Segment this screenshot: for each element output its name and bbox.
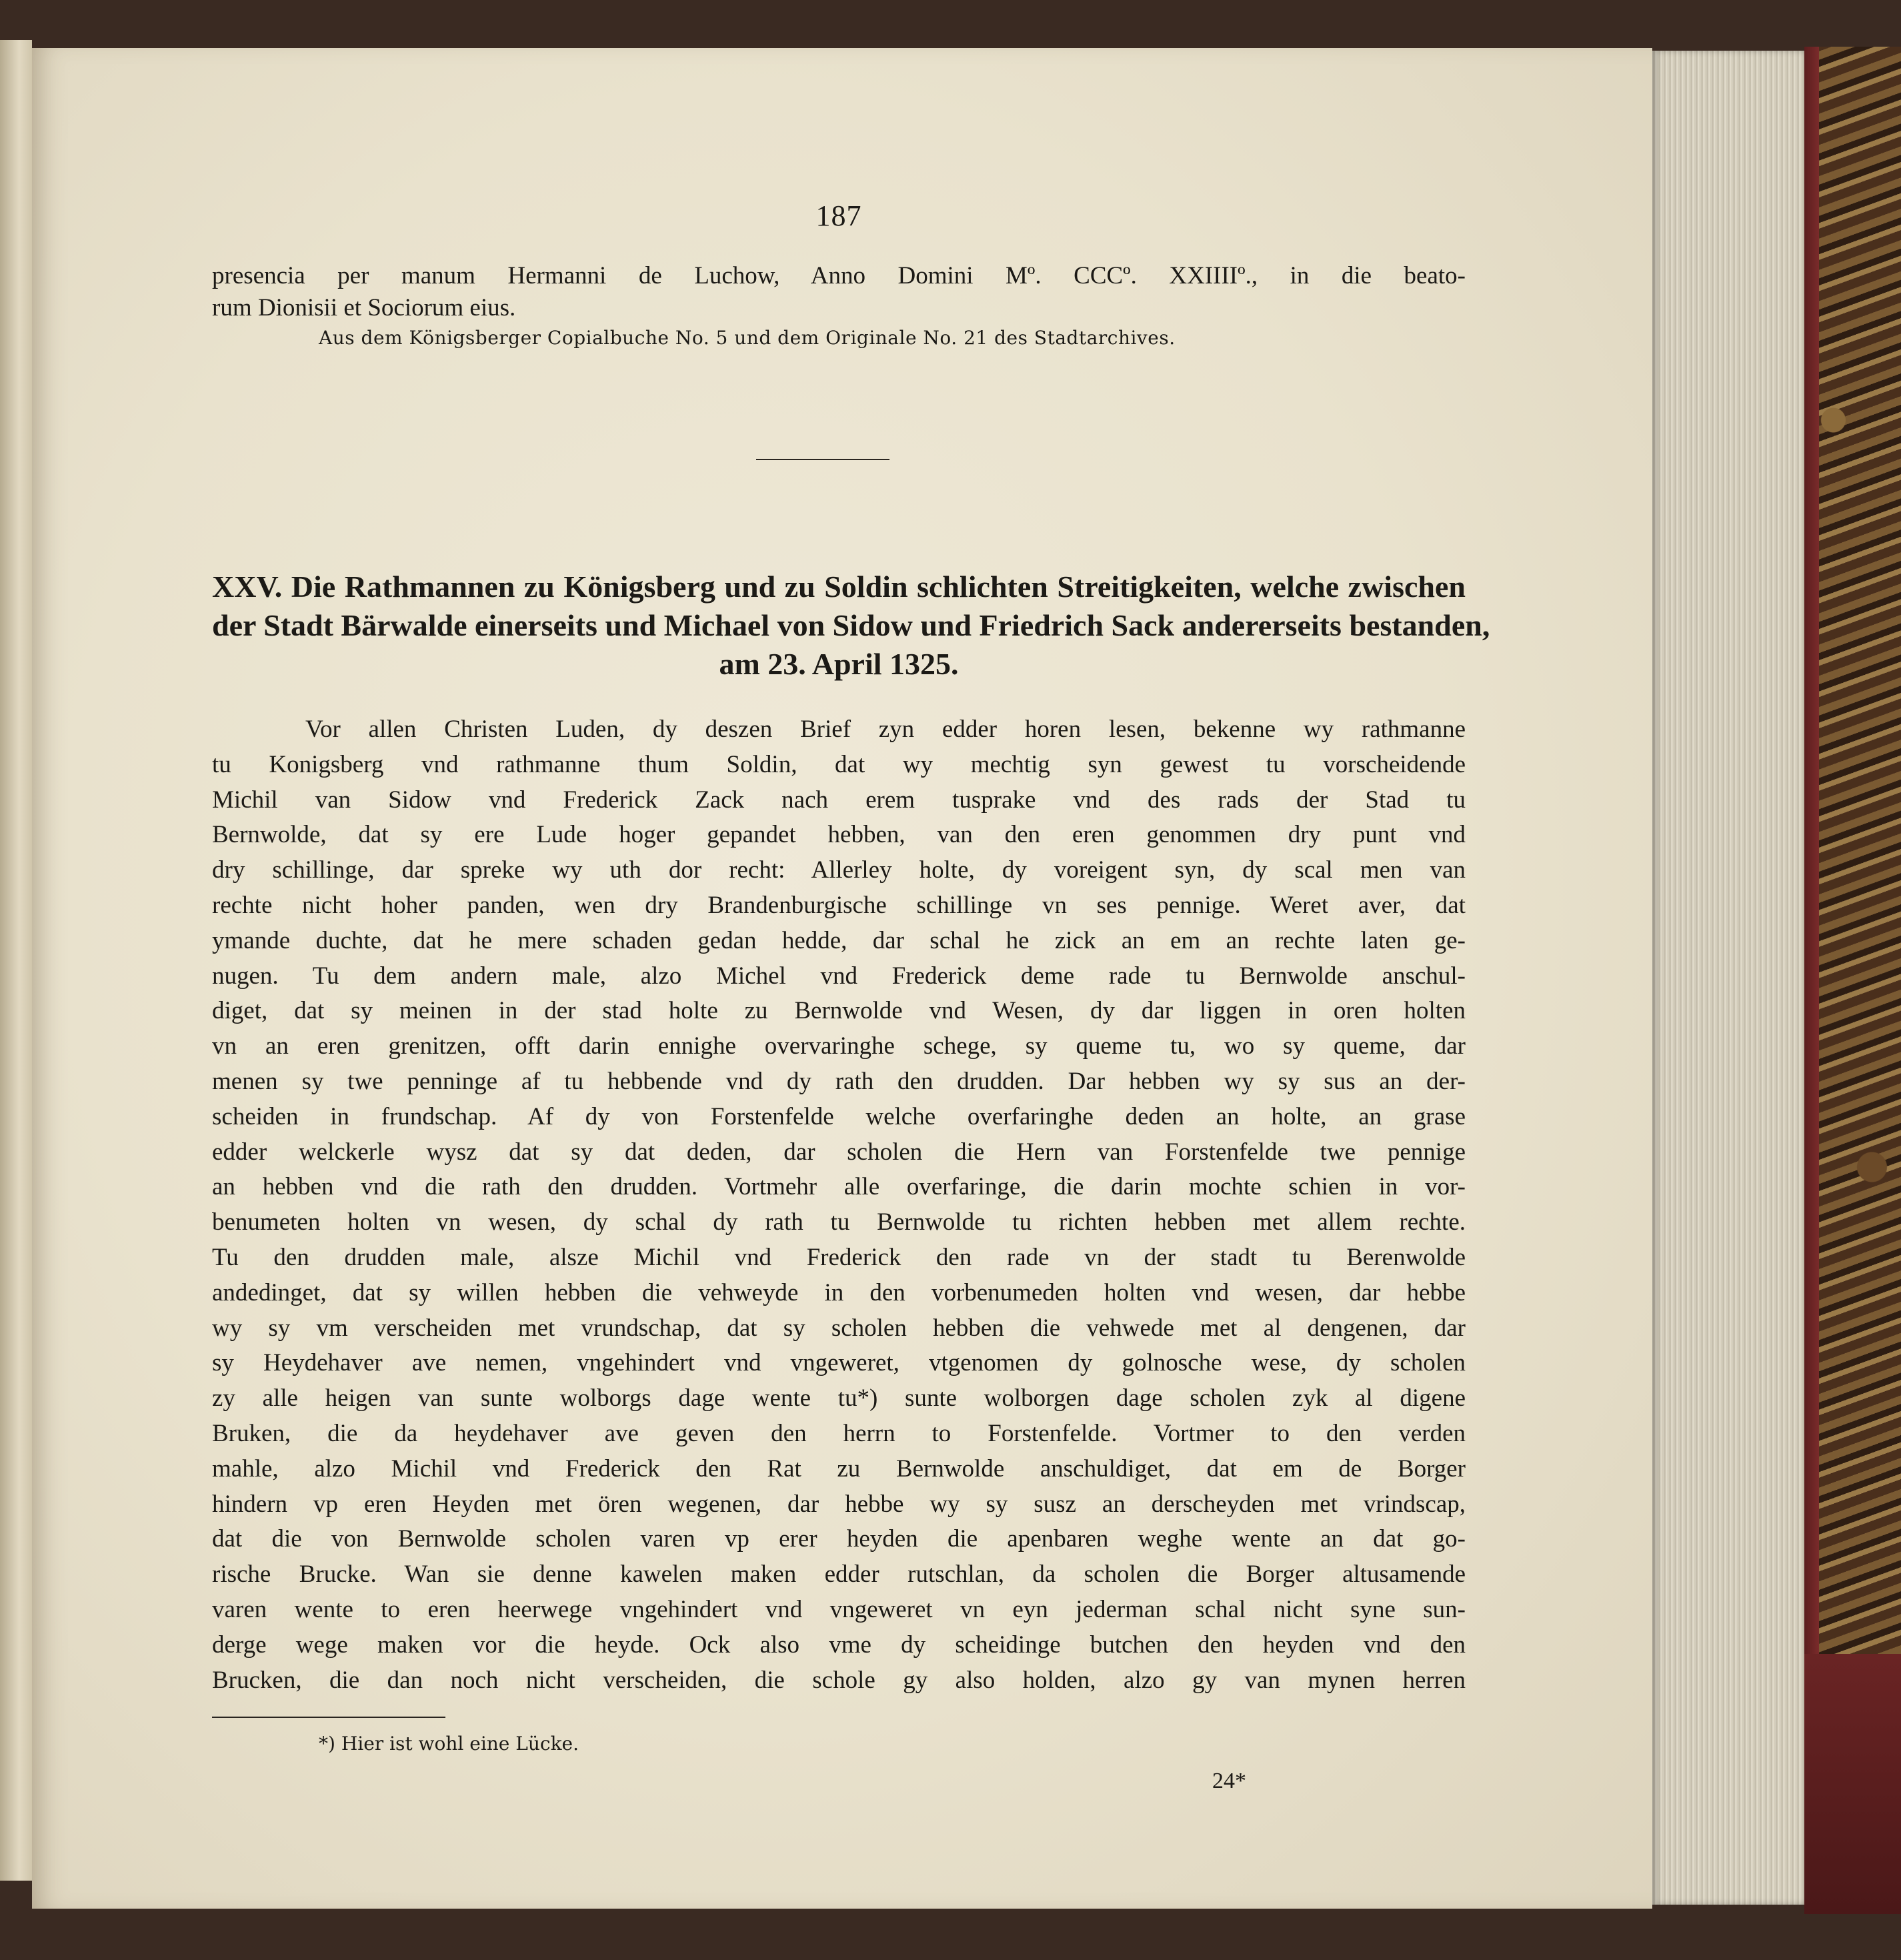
body-text-line: andedinget, dat sy willen hebben die vehweyde in den vorbenumeden holten vnd wesen, dar hebbe [212,1278,1466,1306]
body-text-line: dry schillinge, dar spreke wy uth dor recht: Allerley holte, dy voreigent syn, dy scal men van [212,856,1466,884]
body-text-line: edder welckerle wysz dat sy dat deden, dar scholen die Hern van Forstenfelde twe pennige [212,1138,1466,1166]
prev-text-line: rum Dionisii et Sociorum eius. [212,294,516,321]
body-text-line: scheiden in frundschap. Af dy von Forstenfelde welche overfaringhe deden an holte, an grase [212,1102,1466,1130]
document-heading-line: am 23. April 1325. [719,647,959,681]
body-text-line: Vor allen Christen Luden, dy deszen Brief zyn edder horen lesen, bekenne wy rathmanne [305,716,1466,743]
body-text-line: Bernwolde, dat sy ere Lude hoger gepandet hebben, van den eren genommen dry punt vnd [212,821,1466,849]
page [32,48,1652,1909]
document-heading-line: XXV. Die Rathmannen zu Königsberg und zu Soldin schlichten Streitigkeiten, welche zwischen [212,570,1466,604]
body-text-line: wy sy vm verscheiden met vrundschap, dat sy scholen hebben die vehwede met al dengenen, dar [212,1314,1466,1342]
page-block-edges [1652,51,1804,1905]
body-text-line: rechte nicht hoher panden, wen dry Brandenburgische schillinge vn ses pennige. Weret aver, dat [212,892,1466,919]
body-text-line: diget, dat sy meinen in der stad holte zu Bernwolde vnd Wesen, dy dar liggen in oren holten [212,997,1466,1025]
body-text-line: an hebben vnd die rath den drudden. Vortmehr alle overfaringe, die darin mochte schien in vor- [212,1173,1466,1201]
cover-leather-corner [1804,1654,1901,1914]
body-text-line: Bruken, die da heydehaver ave geven den herrn to Forstenfelde. Vortmer to den verden [212,1420,1466,1447]
page-number: 187 [815,199,862,232]
body-text-line: derge wege maken vor die heyde. Ock also vme dy scheidinge butchen den heyden vnd den [212,1631,1466,1659]
body-text-line: Brucken, die dan noch nicht verscheiden, die schole gy also holden, alzo gy van mynen herren [212,1666,1466,1694]
body-text-line: rische Brucke. Wan sie denne kawelen maken edder rutschlan, da scholen die Borger altusamende [212,1561,1466,1589]
body-text-line: hindern vp eren Heyden met ören wegenen, dar hebbe wy sy susz an derscheyden met vrindscap, [212,1490,1466,1518]
prev-text-line: presencia per manum Hermanni de Luchow, Anno Domini Mº. CCCº. XXIIIIº., in die beato- [212,262,1466,289]
document-heading-line: der Stadt Bärwalde einerseits und Michael von Sidow und Friedrich Sack andererseits bestanden, [212,608,1490,642]
section-separator [756,459,889,460]
body-text-line: tu Konigsberg vnd rathmanne thum Soldin, dat wy mechtig syn gewest tu vorscheidende [212,750,1466,778]
signature-mark: 24* [1212,1769,1246,1793]
body-text-line: Tu den drudden male, alsze Michil vnd Frederick den rade vn der stadt tu Berenwolde [212,1244,1466,1271]
source-note: Aus dem Königsberger Copialbuche No. 5 und dem Originale No. 21 des Stadtarchives. [319,327,1176,349]
body-text-line: Michil van Sidow vnd Frederick Zack nach erem tusprake vnd des rads der Stad tu [212,786,1466,814]
facing-page-edge [0,40,32,1881]
body-text-line: sy Heydehaver ave nemen, vngehindert vnd vngeweret, vtgenomen dy golnosche wese, dy scholen [212,1349,1466,1377]
body-text-line: ymande duchte, dat he mere schaden gedan hedde, dar schal he zick an em an rechte laten ge- [212,926,1466,954]
body-text-line: dat die von Bernwolde scholen varen vp erer heyden die apenbaren weghe wente an dat go- [212,1525,1466,1553]
footnote-rule [212,1717,445,1718]
body-text-line: varen wente to eren heerwege vngehindert vnd vngeweret vn eyn jederman schal nicht syne sun- [212,1596,1466,1623]
cover-spine [1804,47,1819,1914]
body-text-line: mahle, alzo Michil vnd Frederick den Rat zu Bernwolde anschuldiget, dat em de Borger [212,1454,1466,1483]
body-text-line: benumeten holten vn wesen, dy schal dy rath tu Bernwolde tu richten hebben met allem rechte. [212,1208,1466,1236]
body-text-line: zy alle heigen van sunte wolborgs dage wente tu*) sunte wolborgen dage scholen zyk al digene [212,1384,1466,1412]
footnote: *) Hier ist wohl eine Lücke. [319,1733,579,1755]
body-text-line: nugen. Tu dem andern male, alzo Michel vnd Frederick deme rade tu Bernwolde anschul- [212,962,1466,990]
body-text-line: menen sy twe penninge af tu hebbende vnd dy rath den drudden. Dar hebben wy sy sus an der- [212,1068,1466,1095]
body-text-line: vn an eren grenitzen, offt darin ennighe overvaringhe schege, sy queme tu, wo sy queme, dar [212,1032,1466,1060]
